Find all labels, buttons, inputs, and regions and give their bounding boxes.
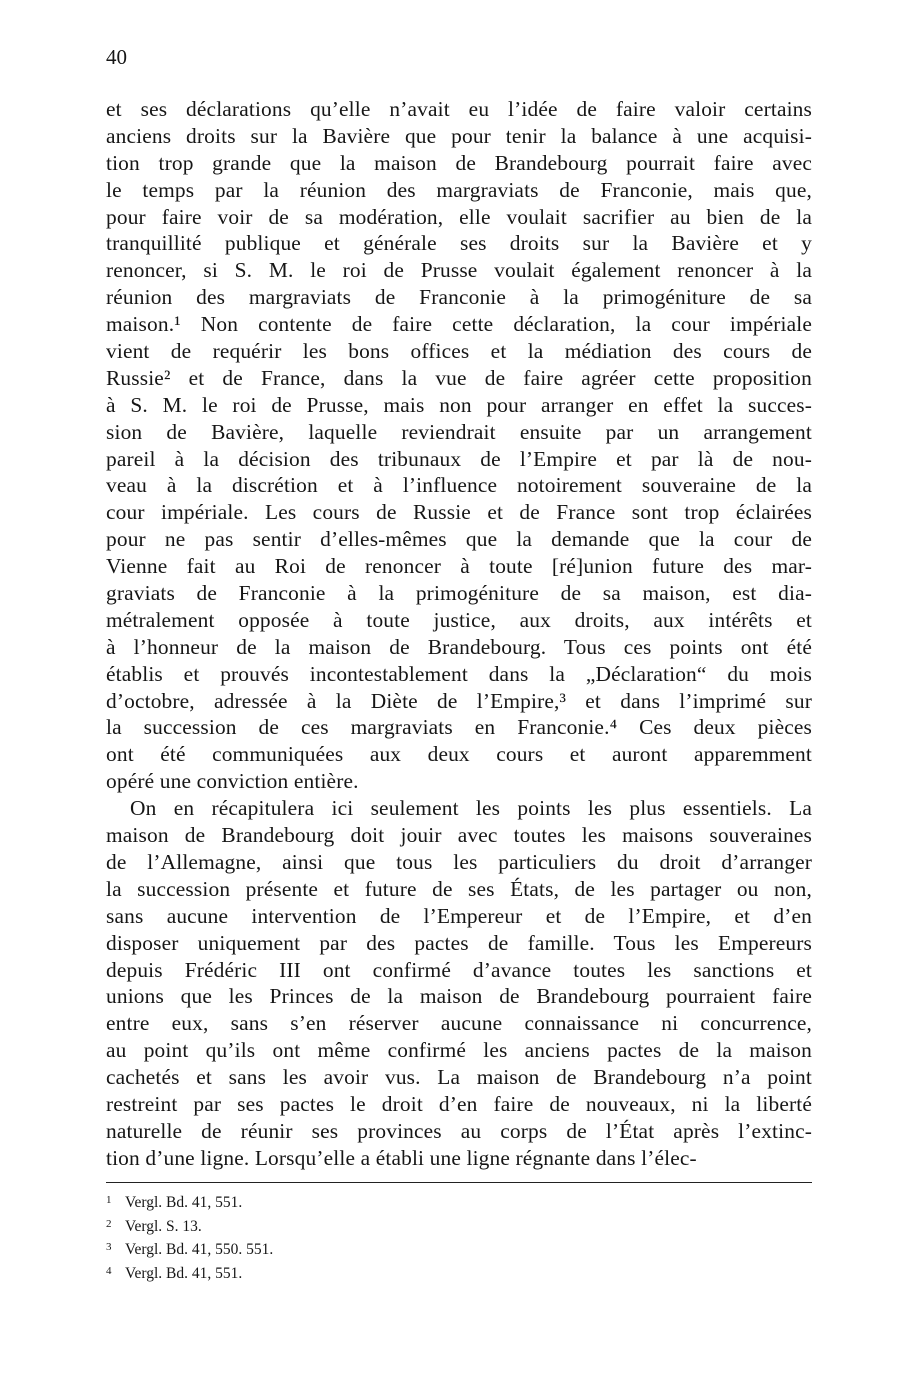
text-line: établis et prouvés incontestablement dans la „Déclaration“ du mois bbox=[106, 661, 812, 686]
text-line: sion de Bavière, laquelle reviendrait ensuite par un arrangement bbox=[106, 419, 812, 444]
text-line: pour ne pas sentir d’elles-mêmes que la demande que la cour de bbox=[106, 527, 812, 552]
footnote bbox=[106, 1214, 812, 1238]
text-line: renoncer, si S. M. le roi de Prusse voulait également renoncer à la bbox=[106, 258, 812, 283]
text-line: vient de requérir les bons offices et la médiation des cours de bbox=[106, 339, 812, 364]
text-line: maison.¹ Non contente de faire cette déclaration, la cour impériale bbox=[106, 312, 812, 337]
text-line: depuis Frédéric III ont confirmé d’avance toutes les sanctions et bbox=[106, 957, 812, 982]
footnote-number: 2 bbox=[106, 1217, 112, 1230]
text-line: sans aucune intervention de l’Empereur et de l’Empire, et d’en bbox=[106, 903, 812, 928]
paragraph-1 bbox=[106, 96, 812, 795]
text-line: cour impériale. Les cours de Russie et de France sont trop éclairées bbox=[106, 500, 812, 525]
text-line: Russie² et de France, dans la vue de faire agréer cette proposition bbox=[106, 365, 812, 390]
text-line: le temps par la réunion des margraviats de Franconie, mais que, bbox=[106, 177, 812, 202]
body-text bbox=[106, 96, 812, 1172]
text-line: disposer uniquement par des pactes de famille. Tous les Empereurs bbox=[106, 930, 812, 955]
footnote-number: 3 bbox=[106, 1241, 112, 1253]
text-line: entre eux, sans s’en réserver aucune connaissance ni concurrence, bbox=[106, 1011, 812, 1036]
text-line: réunion des margraviats de Franconie à la primogéniture de sa bbox=[106, 285, 812, 310]
footnote-number: 4 bbox=[106, 1264, 112, 1277]
footnote bbox=[106, 1261, 812, 1285]
text-line: Vienne fait au Roi de renoncer à toute [ré]union future des mar- bbox=[106, 554, 812, 579]
footnote-number: 1 bbox=[106, 1194, 112, 1206]
text-line: au point qu’ils ont même confirmé les anciens pactes de la maison bbox=[106, 1038, 812, 1063]
footnote-text: Vergl. Bd. 41, 551. bbox=[125, 1194, 243, 1211]
text-line: à S. M. le roi de Prusse, mais non pour arranger en effet la succes- bbox=[106, 392, 812, 417]
footnote-text: Vergl. Bd. 41, 550. 551. bbox=[125, 1241, 274, 1258]
text-line: pour faire voir de sa modération, elle voulait sacrifier au bien de la bbox=[106, 204, 812, 229]
footnote bbox=[106, 1237, 812, 1261]
text-line: tion d’une ligne. Lorsqu’elle a établi une ligne régnante dans l’élec- bbox=[106, 1145, 697, 1170]
text-line: de l’Allemagne, ainsi que tous les particuliers du droit d’arranger bbox=[106, 849, 812, 874]
text-line: graviats de Franconie à la primogéniture de sa maison, est dia- bbox=[106, 581, 812, 606]
text-line: et ses déclarations qu’elle n’avait eu l’idée de faire valoir certains bbox=[106, 97, 812, 121]
text-line: d’octobre, adressée à la Diète de l’Empire,³ et dans l’imprimé sur bbox=[106, 688, 812, 713]
text-line: à l’honneur de la maison de Brandebourg. Tous ces points ont été bbox=[106, 634, 812, 659]
footnotes bbox=[106, 1190, 812, 1284]
page-number: 40 bbox=[106, 45, 127, 69]
text-line: cachetés et sans les avoir vus. La maison de Brandebourg n’a point bbox=[106, 1065, 812, 1090]
text-line: tion trop grande que la maison de Brandebourg pourrait faire avec bbox=[106, 150, 812, 175]
text-line: anciens droits sur la Bavière que pour tenir la balance à une acquisi- bbox=[106, 123, 812, 148]
footnote-divider bbox=[106, 1182, 812, 1183]
text-line: unions que les Princes de la maison de Brandebourg pourraient faire bbox=[106, 984, 812, 1009]
text-line: ont été communiquées aux deux cours et auront apparemment bbox=[106, 742, 812, 767]
text-line: pareil à la décision des tribunaux de l’Empire et par là de nou- bbox=[106, 446, 812, 471]
text-line: maison de Brandebourg doit jouir avec toutes les maisons souveraines bbox=[106, 823, 812, 848]
text-line: naturelle de réunir ses provinces au corps de l’État après l’extinc- bbox=[106, 1118, 812, 1143]
footnote bbox=[106, 1190, 812, 1214]
text-line: opéré une conviction entière. bbox=[106, 769, 359, 794]
text-line: la succession présente et future de ses États, de les partager ou non, bbox=[106, 876, 812, 901]
text-line: restreint par ses pactes le droit d’en faire de nouveaux, ni la liberté bbox=[106, 1091, 812, 1116]
text-line: la succession de ces margraviats en Franconie.⁴ Ces deux pièces bbox=[106, 715, 812, 740]
footnote-text: Vergl. S. 13. bbox=[125, 1217, 202, 1235]
text-line: veau à la discrétion et à l’influence notoirement souveraine de la bbox=[106, 473, 812, 498]
text-line: On en récapitulera ici seulement les points les plus essentiels. La bbox=[130, 796, 812, 821]
text-line: tranquillité publique et générale ses droits sur la Bavière et y bbox=[106, 231, 812, 256]
paragraph-2 bbox=[106, 795, 812, 1171]
footnote-text: Vergl. Bd. 41, 551. bbox=[125, 1264, 243, 1282]
text-line: métralement opposée à toute justice, aux droits, aux intérêts et bbox=[106, 607, 812, 632]
